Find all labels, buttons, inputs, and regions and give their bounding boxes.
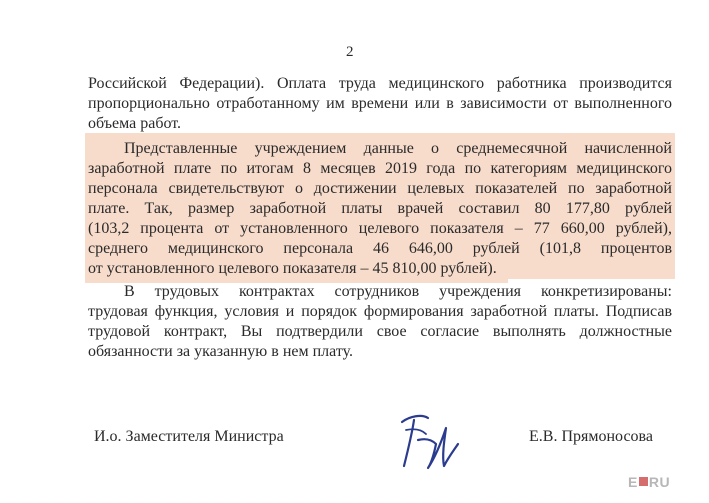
paragraph-3-line: трудовая функция, условия и порядок формирования заработной платы. Подписав (88, 303, 672, 320)
signatory-name: Е.В. Прямоносова (529, 428, 653, 445)
paragraph-3-line: В трудовых контрактах сотрудников учреждения конкретизированы: (124, 283, 672, 300)
watermark-dot (639, 477, 648, 486)
paragraph-3-line: трудовой контракт, Вы подтвердили свое согласие выполнять должностные (88, 323, 672, 340)
page-number: 2 (346, 44, 354, 60)
paragraph-1-line: объема работ. (88, 115, 182, 132)
handwritten-signature (392, 410, 462, 472)
watermark-right: RU (648, 474, 671, 490)
paragraph-2-line: Представленные учреждением данные о среднемесячной начисленной (124, 140, 672, 157)
paragraph-2-line: среднего медицинского персонала 46 646,00 рублей (101,8 процентов (88, 240, 672, 257)
paragraph-2-line: плате. Так, размер заработной платы врачей составил 80 177,80 рублей (88, 200, 672, 217)
paragraph-3-line: обязанности за указанную в нем плату. (88, 343, 354, 360)
signatory-title: И.о. Заместителя Министра (94, 428, 284, 445)
paragraph-2-line: персонала свидетельствуют о достижении целевых показателей по заработной (88, 180, 672, 197)
paragraph-2-line: от установленного целевого показателя – 45 810,00 рублей). (88, 260, 497, 277)
watermark-left: E (628, 474, 638, 490)
paragraph-2-line: заработной плате по итогам 8 месяцев 2019 года по категориям медицинского (88, 160, 672, 177)
paragraph-2-line: (103,2 процента от установленного целевого показателя – 77 660,00 рублей), (88, 220, 672, 237)
paragraph-1-line: Российской Федерации). Оплата труда медицинского работника производится (88, 75, 672, 92)
paragraph-1-line: пропорционально отработанному им времени или в зависимости от выполненного (88, 95, 672, 112)
site-watermark (628, 474, 670, 490)
